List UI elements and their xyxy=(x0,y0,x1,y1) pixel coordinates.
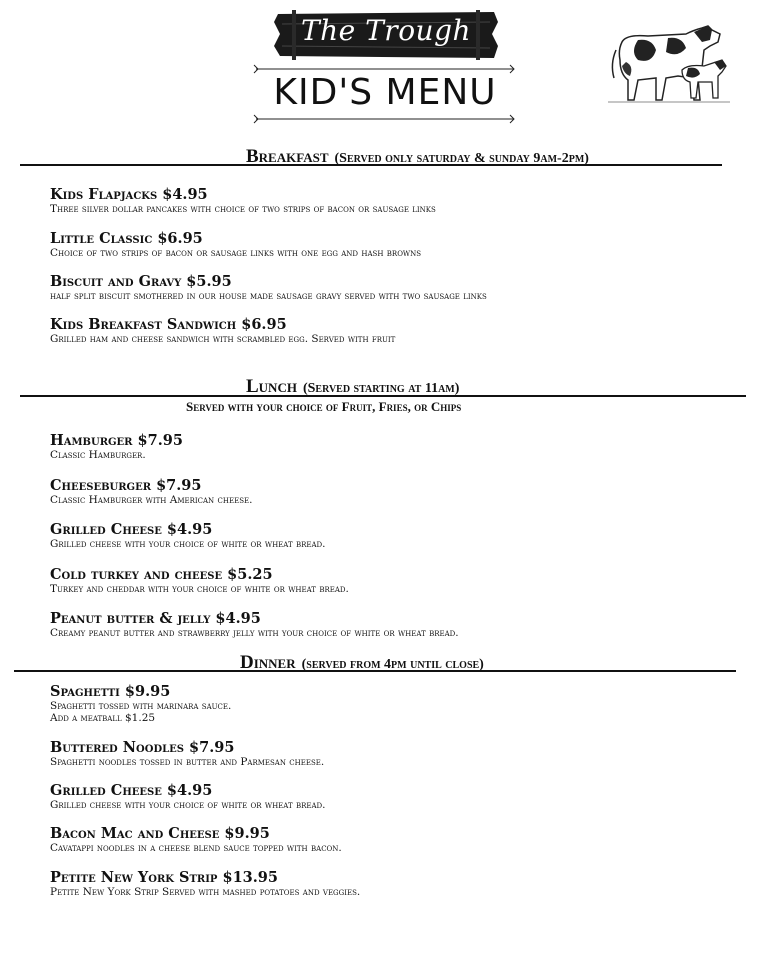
section-note: (Served only saturday & sunday 9am-2pm) xyxy=(334,151,589,166)
cows-illustration xyxy=(608,20,734,108)
item-name: Little Classic $6.95 xyxy=(50,230,203,247)
menu-item xyxy=(50,432,740,461)
menu-item xyxy=(50,186,740,215)
section-heading: Breakfast xyxy=(246,146,329,167)
arrow-divider xyxy=(252,114,518,124)
item-description: Petite New York Strip Served with mashed potatoes and veggies. xyxy=(50,886,361,898)
menu-item xyxy=(50,316,740,345)
section-rule xyxy=(20,164,722,166)
section-heading: Lunch xyxy=(246,376,297,397)
item-description: Spaghetti tossed with marinara sauce. xyxy=(50,700,232,712)
item-description: Classic Hamburger. xyxy=(50,449,146,461)
menu-item xyxy=(50,566,740,595)
item-name: Cheeseburger $7.95 xyxy=(50,477,202,494)
item-name: Cold turkey and cheese $5.25 xyxy=(50,566,273,583)
section-subnote: Served with your choice of Fruit, Fries, or Chips xyxy=(186,399,462,414)
section-note: (served from 4pm until close) xyxy=(301,657,484,672)
item-name: Grilled Cheese $4.95 xyxy=(50,521,213,538)
item-name: Peanut butter & jelly $4.95 xyxy=(50,610,261,627)
item-name: Buttered Noodles $7.95 xyxy=(50,739,235,756)
item-description: half split biscuit smothered in our house made sausage gravy served with two sausage links xyxy=(50,290,487,302)
section-heading: Dinner xyxy=(240,652,296,673)
menu-item xyxy=(50,610,740,639)
item-name: Kids Breakfast Sandwich $6.95 xyxy=(50,316,287,333)
item-description: Grilled cheese with your choice of white or wheat bread. xyxy=(50,538,326,550)
section-rule xyxy=(20,395,746,397)
item-name: Petite New York Strip $13.95 xyxy=(50,869,278,886)
item-name: Grilled Cheese $4.95 xyxy=(50,782,213,799)
item-description: Spaghetti noodles tossed in butter and Parmesan cheese. xyxy=(50,756,325,768)
item-name: Hamburger $7.95 xyxy=(50,432,183,449)
logo-text: The Trough xyxy=(300,14,472,47)
item-description: Turkey and cheddar with your choice of white or wheat bread. xyxy=(50,583,349,595)
menu-item xyxy=(50,869,740,898)
item-description: Classic Hamburger with American cheese. xyxy=(50,494,253,506)
item-description: Cavatappi noodles in a cheese blend sauce topped with bacon. xyxy=(50,842,342,854)
item-description: Grilled cheese with your choice of white or wheat bread. xyxy=(50,799,326,811)
item-name: Biscuit and Gravy $5.95 xyxy=(50,273,232,290)
menu-item xyxy=(50,477,740,506)
item-description: Three silver dollar pancakes with choice of two strips of bacon or sausage links xyxy=(50,203,436,215)
item-addon: Add a meatball $1.25 xyxy=(50,712,156,724)
item-description: Creamy peanut butter and strawberry jelly with your choice of white or wheat bread. xyxy=(50,627,459,639)
menu-item xyxy=(50,230,740,259)
menu-title: KID'S MENU xyxy=(273,72,497,113)
item-name: Spaghetti $9.95 xyxy=(50,683,171,700)
menu-item xyxy=(50,782,740,811)
item-description: Grilled ham and cheese sandwich with scrambled egg. Served with fruit xyxy=(50,333,396,345)
menu-item xyxy=(50,683,740,724)
item-description: Choice of two strips of bacon or sausage links with one egg and hash browns xyxy=(50,247,422,259)
menu-item xyxy=(50,825,740,854)
menu-item xyxy=(50,521,740,550)
menu-item xyxy=(50,273,740,302)
menu-item xyxy=(50,739,740,768)
item-name: Kids Flapjacks $4.95 xyxy=(50,186,208,203)
item-name: Bacon Mac and Cheese $9.95 xyxy=(50,825,270,842)
section-note: (Served starting at 11am) xyxy=(302,381,460,396)
section-rule xyxy=(14,670,736,672)
